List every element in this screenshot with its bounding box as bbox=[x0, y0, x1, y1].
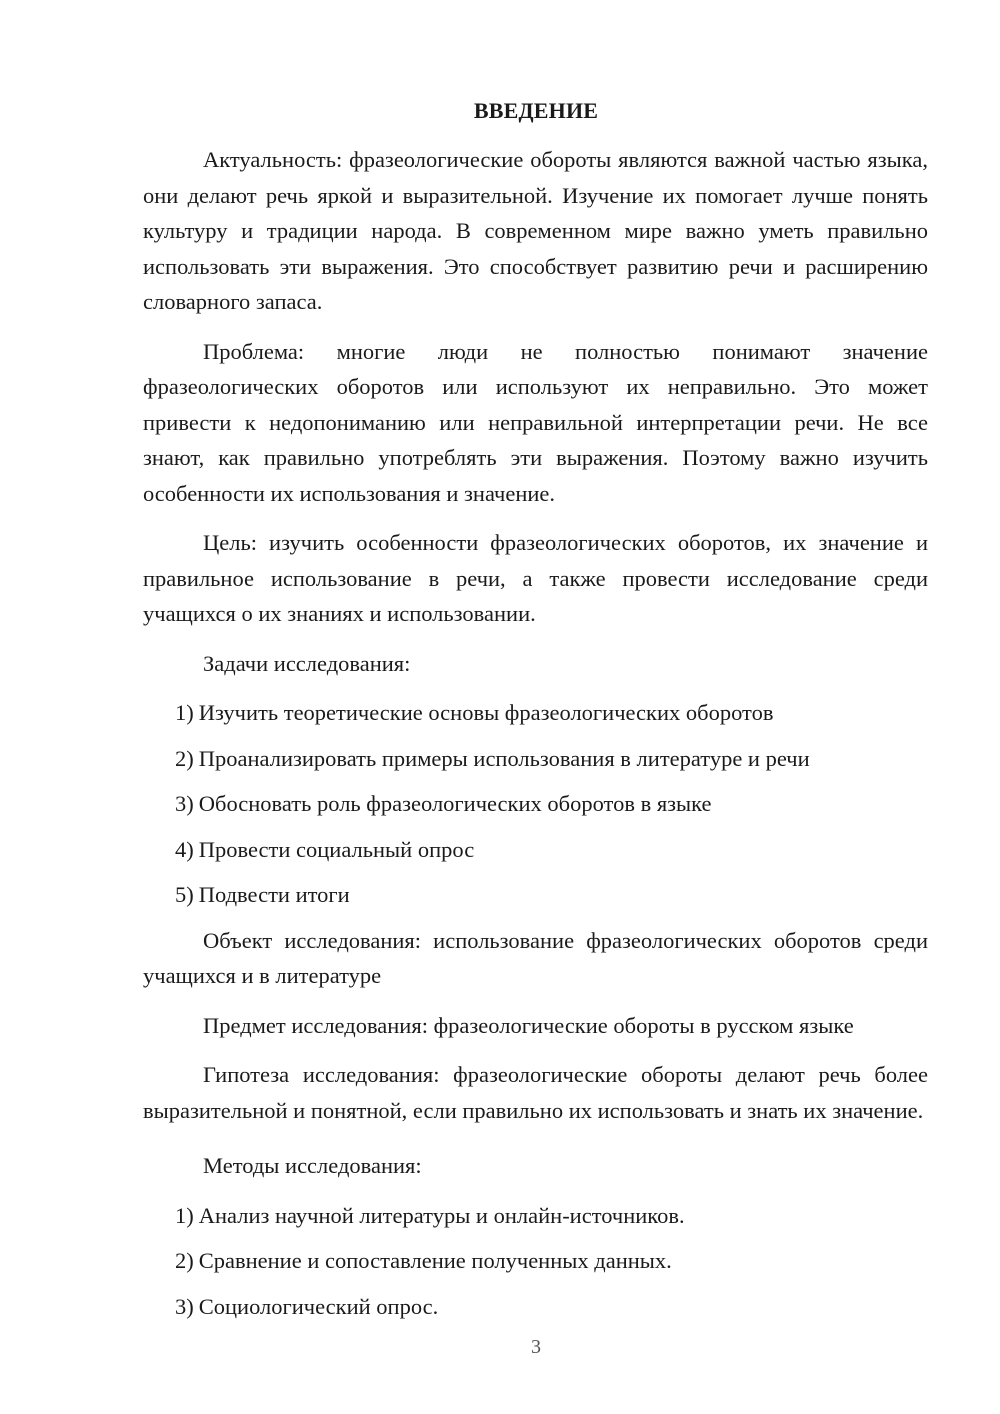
methods-list bbox=[143, 1198, 928, 1325]
list-item-number: 2) bbox=[175, 745, 194, 771]
list-item bbox=[143, 832, 928, 868]
object-paragraph: Объект исследования: использование фразеологических оборотов среди учащихся и в литературе bbox=[143, 927, 928, 988]
methods-heading: Методы исследования: bbox=[203, 1153, 422, 1178]
list-item-number: 1) bbox=[175, 700, 194, 725]
list-item-number: 3) bbox=[175, 791, 194, 816]
hypothesis-paragraph: Гипотеза исследования: фразеологические обороты делают речь более выразительной и понятной, если правильно их использовать и знать их значение. bbox=[143, 1062, 928, 1123]
relevance-paragraph: Актуальность: фразеологические обороты являются важной частью языка, они делают речь яркой и выразительной. Изучение их помогает лучше понять культуру и традиции народа. В современном мире важно уметь правильно использовать эти выражения. Это способствует развитию речи и расширению словарного запаса. bbox=[143, 147, 928, 314]
list-item-number: 4) bbox=[175, 836, 194, 862]
list-item-text: Изучить теоретические основы фразеологических оборотов bbox=[198, 700, 774, 725]
document-body bbox=[143, 142, 928, 1334]
list-item-number: 1) bbox=[175, 1202, 194, 1228]
list-item-number: 2) bbox=[175, 1248, 194, 1273]
subject-paragraph: Предмет исследования: фразеологические обороты в русском языке bbox=[203, 1012, 854, 1038]
page-title: ВВЕДЕНИЕ bbox=[473, 98, 599, 123]
list-item bbox=[143, 741, 928, 777]
list-item-text: Обосновать роль фразеологических оборотов в языке bbox=[198, 791, 712, 816]
page-number: 3 bbox=[531, 1336, 541, 1358]
problem-paragraph: Проблема: многие люди не полностью понимают значение фразеологических оборотов или используют их неправильно. Это может привести к недопониманию или неправильной интерпретации речи. Не все знают, как правильно употреблять эти выражения. Поэтому важно изучить особенности их использования и значение. bbox=[143, 338, 928, 506]
list-item-number: 3) bbox=[175, 1293, 194, 1319]
tasks-list bbox=[143, 695, 928, 913]
tasks-heading: Задачи исследования: bbox=[203, 650, 411, 676]
list-item-text: Сравнение и сопоставление полученных данных. bbox=[198, 1248, 672, 1273]
list-item-text: Провести социальный опрос bbox=[198, 836, 475, 862]
list-item bbox=[143, 1243, 928, 1279]
list-item bbox=[143, 877, 928, 913]
list-item bbox=[143, 786, 928, 822]
list-item-number: 5) bbox=[175, 882, 194, 907]
list-item-text: Анализ научной литературы и онлайн-источников. bbox=[198, 1202, 685, 1228]
list-item-text: Проанализировать примеры использования в литературе и речи bbox=[198, 745, 810, 771]
goal-paragraph: Цель: изучить особенности фразеологических оборотов, их значение и правильное использование в речи, а также провести исследование среди учащихся о их знаниях и использовании. bbox=[143, 530, 928, 626]
list-item bbox=[143, 1198, 928, 1234]
list-item bbox=[143, 1289, 928, 1325]
list-item-text: Социологический опрос. bbox=[198, 1293, 439, 1319]
list-item-text: Подвести итоги bbox=[198, 882, 350, 907]
list-item bbox=[143, 695, 928, 731]
